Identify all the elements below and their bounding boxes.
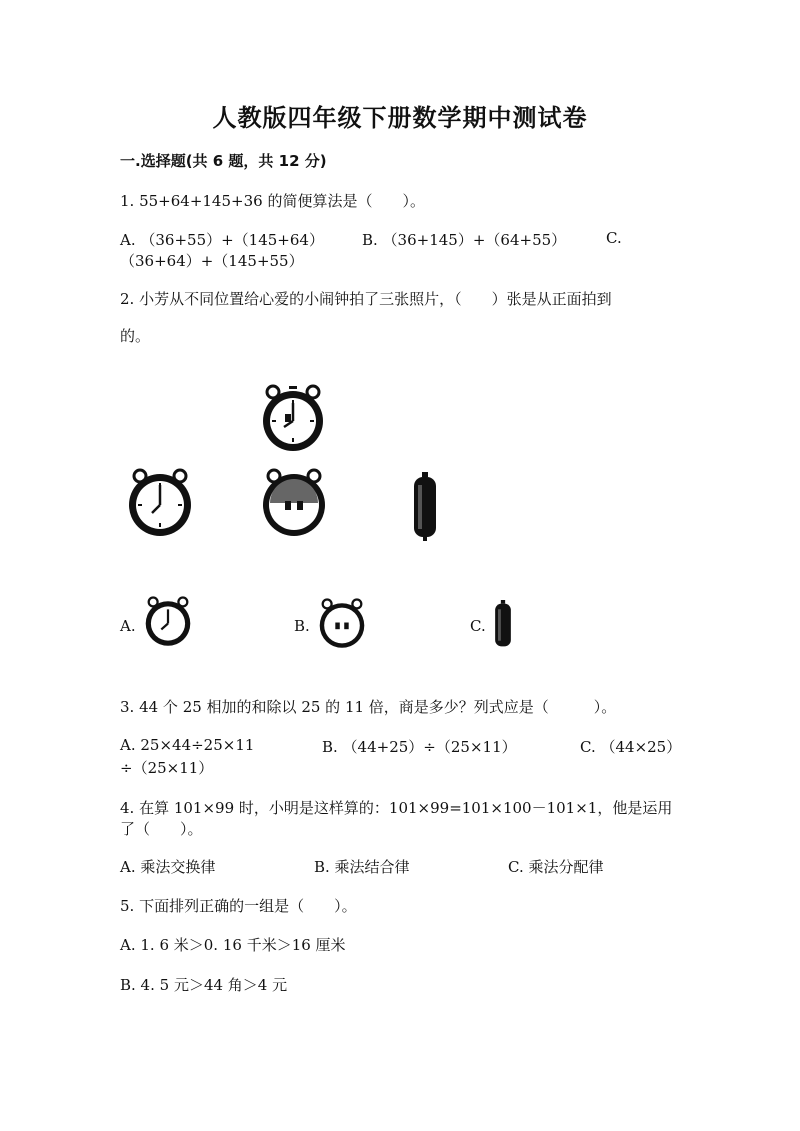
q5-option-a: A. 1. 6 米＞0. 16 千米＞16 厘米 xyxy=(120,936,346,954)
q1-option-a: A. （36+55）+（145+64） xyxy=(120,231,324,249)
q4-stem-line1: 4. 在算 101×99 时，小明是这样算的：101×99=101×100－101×1，他是运用 xyxy=(120,799,673,817)
section-heading: 一.选择题(共 6 题，共 12 分) xyxy=(120,152,327,170)
option-b-clock-icon xyxy=(316,598,368,650)
alarm-clock-left-front-image xyxy=(125,468,195,538)
q3-option-a: A. 25×44÷25×11 xyxy=(120,736,255,754)
alarm-clock-back-image xyxy=(259,468,329,538)
q3-option-c-continued: ÷（25×11） xyxy=(120,759,214,777)
option-a-clock-icon xyxy=(142,596,194,648)
q3-stem: 3. 44 个 25 相加的和除以 25 的 11 倍，商是多少？列式应是（ ）。 xyxy=(120,698,617,716)
page-title: 人教版四年级下册数学期中测试卷 xyxy=(212,104,588,132)
q4-option-a: A. 乘法交换律 xyxy=(120,858,216,876)
q4-option-b: B. 乘法结合律 xyxy=(314,858,410,876)
q1-option-c-continued: （36+64）+（145+55） xyxy=(120,252,304,270)
q4-stem-line2: 了（ ）。 xyxy=(120,820,203,838)
q2-stem-line1: 2. 小芳从不同位置给心爱的小闹钟拍了三张照片，（ ）张是从正面拍到 xyxy=(120,290,612,308)
q2-stem-line2: 的。 xyxy=(120,327,151,345)
q1-stem: 1. 55+64+145+36 的简便算法是（ ）。 xyxy=(120,192,425,210)
option-c-clock-icon xyxy=(492,600,514,650)
q2-option-b: B. xyxy=(294,617,310,635)
q1-option-c: C. xyxy=(606,229,622,247)
q2-option-c: C. xyxy=(470,617,486,635)
q3-option-b: B. （44+25）÷（25×11） xyxy=(322,738,517,756)
alarm-clock-front-image xyxy=(258,384,328,454)
q5-stem: 5. 下面排列正确的一组是（ ）。 xyxy=(120,897,357,915)
q1-option-b: B. （36+145）+（64+55） xyxy=(362,231,567,249)
q4-option-c: C. 乘法分配律 xyxy=(508,858,604,876)
q5-option-b: B. 4. 5 元＞44 角＞4 元 xyxy=(120,976,288,994)
q3-option-c: C. （44×25） xyxy=(580,738,682,756)
q2-option-a: A. xyxy=(120,617,136,635)
alarm-clock-side-image xyxy=(410,472,440,542)
